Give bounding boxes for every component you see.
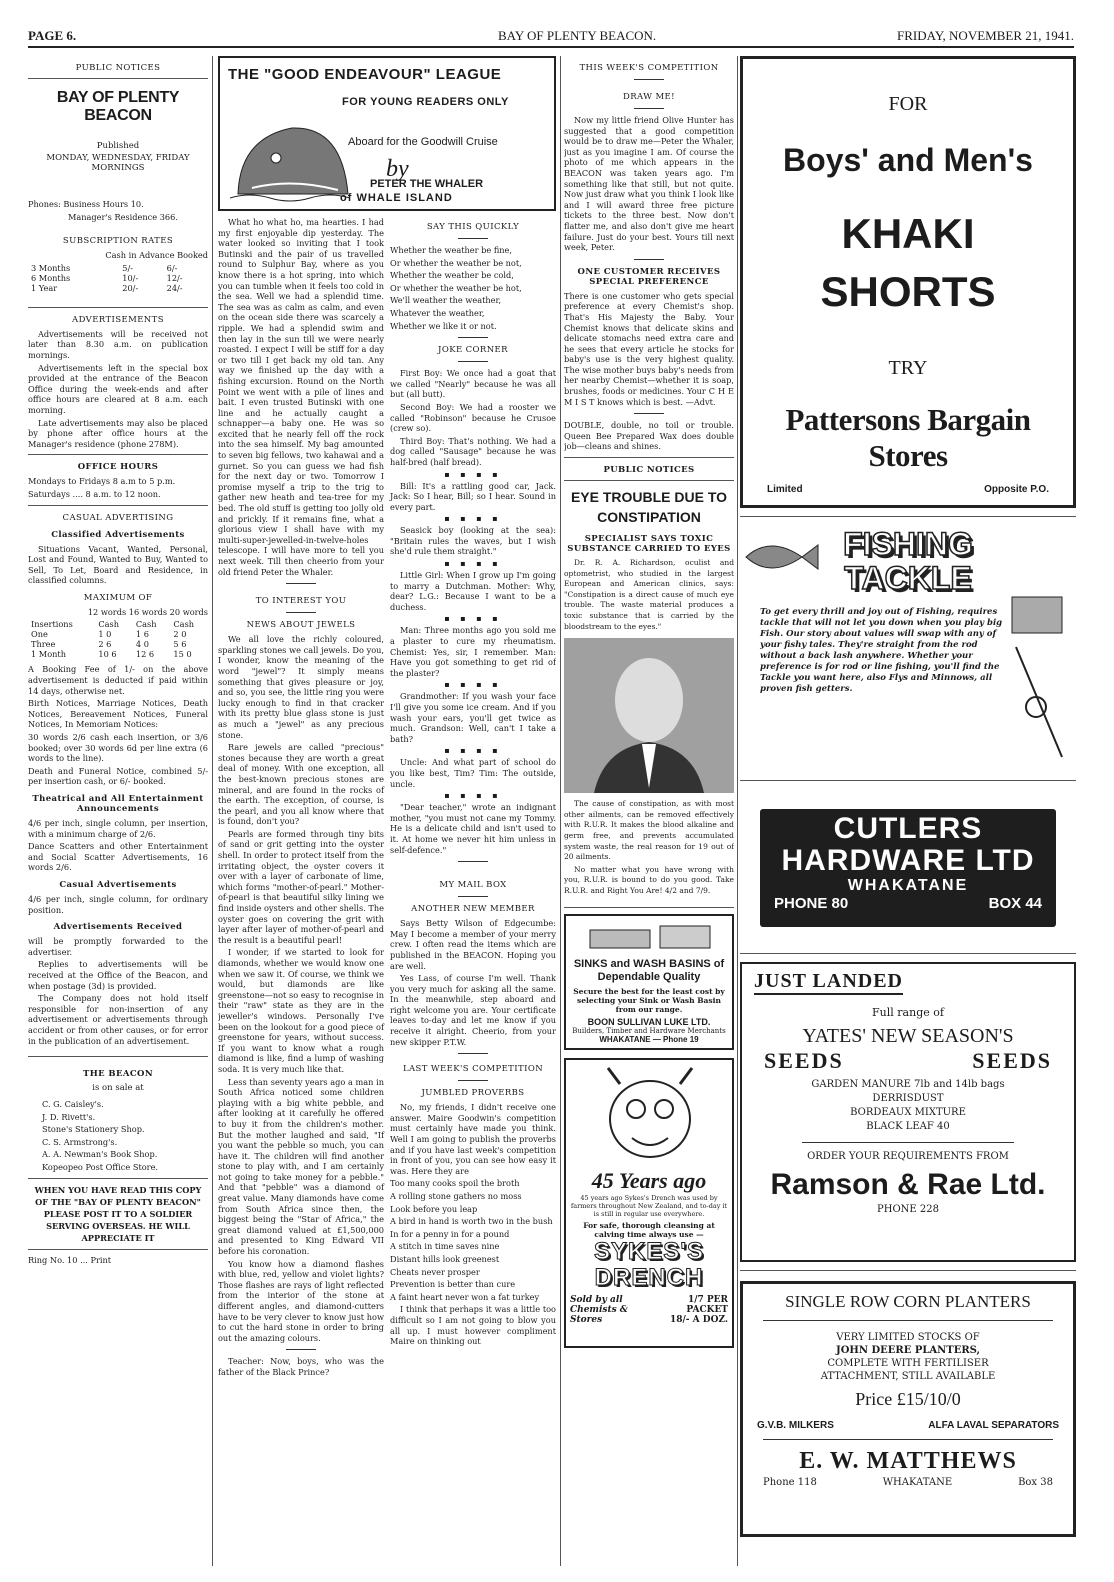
- table-row: Three 2 6 4 0 5 6: [31, 639, 187, 650]
- joke: Grandmother: If you wash your face I'll give you some ice cream. And if you wash your ears, you'll get twice as much. Grandson: Well, can't I take a bath?: [390, 691, 556, 744]
- paragraph: Says Betty Wilson of Edgecumbe: May I become a member of your merry crew. I often read the items which are published in the BEACON. Hoping you are well.: [390, 918, 556, 971]
- column-competition: [564, 56, 734, 1566]
- paper-name: BAY OF PLENTY BEACON.: [498, 28, 657, 43]
- paragraph: Saturdays .... 8 a.m. to 12 noon.: [28, 488, 161, 499]
- table-header: 12 words 16 words 20 words: [87, 606, 208, 617]
- table-row: 1 Month 10 6 12 6 15 0: [31, 649, 192, 660]
- joke: First Boy: We once had a goat that we called "Nearly" because he was all but (all butt).: [390, 368, 556, 400]
- draw-heading: DRAW ME!: [623, 92, 675, 102]
- column-rule: [212, 56, 213, 1566]
- paragraph: The Company does not hold itself responsible for non-insertion of any advertisement or advertisements through accident or from other causes, or for error in the publication of an advertisement.: [28, 993, 208, 1046]
- advert-text: PHONE 228: [877, 1204, 939, 1215]
- paragraph: Now my little friend Olive Hunter has suggested that a good competition would be to draw me—Peter the Whaler, just as you imagine I am. Of course the photo of me which appears in the BEACON was taken years ago. I'm something like that still, but not quite. Now just draw what you think I look like and I will award three free picture tickets to the three best. Now don't flatter me, and also don't give me heart failure. Just do your best. Yours till next week, Peter.: [564, 115, 734, 253]
- story-column: [218, 215, 384, 1380]
- advert-text: ALFA LAVAL SEPARATORS: [928, 1420, 1059, 1431]
- price: Price £15/10/0: [855, 1389, 961, 1409]
- joke: Bill: It's a rattling good car, Jack. Jack: So I hear, Bill; so I hear. Sound in every part.: [390, 480, 556, 512]
- sykes-price: 1/7 PER PACKET: [686, 1294, 728, 1315]
- column-rule: [560, 56, 561, 1566]
- advert-text: ORDER YOUR REQUIREMENTS FROM: [807, 1151, 1009, 1162]
- paragraph: is on sale at: [92, 1083, 144, 1094]
- column-public-notices: [28, 56, 208, 1566]
- paragraph: The cause of constipation, as with most other ailments, can be removed effectively with R.U.R. It makes the blood alkaline and germ free, and prevents accumulated system waste, the real reason for 19 out of 20 ailments.: [564, 799, 734, 862]
- last-week-heading: LAST WEEK'S COMPETITION: [402, 1064, 544, 1075]
- league-by: by: [386, 156, 409, 182]
- paragraph: will be promptly forwarded to the advertiser.: [28, 936, 208, 957]
- paragraph: Rare jewels are called "precious" stones because they are worth a great deal of money. With one exception, all the best-known precious stones are mineral, and are found in the rocks of the earth. The exception, of course, is the pearl, and you all know where that is found, don't you?: [218, 742, 384, 827]
- paragraph: 45 years ago Sykes's Drench was used by farmers throughout New Zealand, and to-day it is still in regular use everywhere.: [570, 1193, 728, 1218]
- subscription-heading: SUBSCRIPTION RATES: [62, 236, 174, 247]
- sykes-years: 45 Years ago: [591, 1167, 707, 1193]
- portrait-icon: [564, 638, 734, 793]
- advert-text: VERY LIMITED STOCKS OF: [836, 1332, 980, 1343]
- verse-line: Or whether the weather be hot,: [390, 282, 522, 293]
- notices-heading: PUBLIC NOTICES: [603, 465, 695, 476]
- table-row: 1 Year 20/- 24/-: [31, 282, 183, 293]
- fishing-advert: [740, 527, 1076, 775]
- issue-date: FRIDAY, NOVEMBER 21, 1941.: [897, 28, 1074, 43]
- advert-headline: Boys' and Men's: [783, 142, 1033, 178]
- verse-line: Whatever the weather,: [390, 307, 485, 318]
- publication-days: MONDAY, WEDNESDAY, FRIDAY MORNINGS: [46, 153, 190, 173]
- paragraph: 30 words 2/6 cash each insertion, or 3/6 booked; over 30 words 6d per line extra (6 words to the line).: [28, 732, 208, 764]
- member-heading: ANOTHER NEW MEMBER: [411, 904, 535, 915]
- sinks-advert: [564, 914, 734, 1050]
- published-label: Published: [96, 141, 140, 151]
- advert-text: Box 38: [1018, 1477, 1053, 1488]
- advert-text: FOR: [888, 93, 928, 115]
- proverb: Cheats never prosper: [390, 1266, 480, 1277]
- page-header: [28, 28, 1074, 48]
- beacon-heading: THE BEACON: [83, 1069, 153, 1080]
- seller: Kopeopeo Post Office Store.: [42, 1162, 159, 1173]
- sykes-price: 18/- A DOZ.: [670, 1314, 728, 1325]
- verse-line: Whether we like it or not.: [390, 320, 497, 331]
- league-banner: [218, 56, 556, 211]
- paragraph: Yes Lass, of course I'm well. Thank you very much for asking all the same. In the meanwhile, step aboard and right welcome you are. Your certificate leaves to-day and let me know if you receive it alright. Cheerio, from your new skipper P.T.W.: [390, 973, 556, 1047]
- firm-town: WHAKATANE — Phone 19: [599, 1034, 699, 1044]
- paragraph: Dr. R. A. Richardson, oculist and optometrist, who studied in the largest European and American clinics, says: "Constipation is a direct cause of much eye trouble. The waste material produces a toxic substance that is carried by the bloodstream to the eyes.": [564, 558, 734, 631]
- table-row: 6 Months 10/- 12/-: [31, 272, 183, 283]
- subheading: MAXIMUM OF: [83, 592, 153, 603]
- seed-item: DERRISDUST: [872, 1093, 944, 1104]
- proverb: Look before you leap: [390, 1203, 478, 1214]
- customer-heading: ONE CUSTOMER RECEIVES SPECIAL PREFERENCE: [577, 266, 721, 287]
- paragraph: I think that perhaps it was a little too difficult so I am not going to blow you all up. I must however compliment Maire on thinking out: [390, 1304, 556, 1347]
- advert-text: TRY: [888, 357, 928, 379]
- mail-heading: MY MAIL BOX: [439, 880, 507, 891]
- paragraph: Secure the best for the least cost by selecting your Sink or Wash Basin from our range.: [573, 986, 725, 1014]
- masthead: BAY OF PLENTY BEACON: [56, 89, 180, 124]
- league-title: THE "GOOD ENDEAVOUR" LEAGUE: [228, 66, 502, 83]
- advert-text: JOHN DEERE PLANTERS,: [835, 1345, 980, 1356]
- cutlers-advert: [760, 809, 1056, 927]
- column-young-readers: [218, 56, 556, 1566]
- paragraph: 4/6 per inch, single column, per insertion, with a minimum charge of 2/6.: [28, 818, 208, 839]
- joke: Little Girl: When I grow up I'm going to marry a Dutchman. Mother: Why, dear? L.G.: Because I want to be a duchess.: [390, 570, 556, 612]
- advert-text: Limited: [767, 484, 803, 495]
- fishing-tackle-icon: [1006, 587, 1072, 767]
- sykes-advert: [564, 1058, 734, 1348]
- say-quickly-heading: SAY THIS QUICKLY: [426, 222, 520, 232]
- paragraph: You know how a diamond flashes with blue, red, yellow and violet lights? Those flashes are rays of light reflected from the interior of the stone at different angles, and diamond-cutters have to be very clever to know just how to cut the hard stone in order to bring out the amazing colours.: [218, 1258, 384, 1343]
- subscription-header: Cash in Advance Booked: [105, 250, 208, 261]
- proverb: Prevention is better than cure: [390, 1279, 516, 1290]
- proverb: A faint heart never won a fat turkey: [390, 1291, 540, 1302]
- page-number: PAGE 6.: [28, 28, 77, 43]
- cutlers-town: WHAKATANE: [847, 877, 969, 894]
- paragraph: To get every thrill and joy out of Fishing, requires tackle that will not let you down when you play big Fish. Our story about values will swap with any of your fishy tales. They're straight from the rod without a back lash anywhere. Whether your preference is for rod or line fishing, you'll find the Tackle you want here, also Flys and Minnows, all proven fish getters.: [760, 607, 1003, 694]
- jewels-heading: NEWS ABOUT JEWELS: [246, 620, 356, 631]
- paragraph: I wonder, if we started to look for diamonds, whether we would know one when we saw it. Of course, we think we would, but diamonds are like greenstone—not so easy to recognise in their "raw" state as they are in the jeweller's windows. Personally I've been on the lookout for a good piece of greenstone for years, without success. If you want to know what a rough diamond is like, find a lump of washing soda. It is very much like that.: [218, 947, 384, 1074]
- paragraph: Death and Funeral Notice, combined 5/- per insertion cash, or 6/- booked.: [28, 765, 208, 787]
- proverb: In for a penny in for a pound: [390, 1228, 510, 1239]
- seed-item: BORDEAUX MIXTURE: [850, 1107, 966, 1118]
- sinks-title: SINKS and WASH BASINS of Dependable Quality: [573, 957, 725, 983]
- paragraph: A Booking Fee of 1/- on the above advertisement is deducted if paid within 14 days, otherwise net.: [28, 664, 208, 696]
- advert-text: Full range of: [872, 1006, 944, 1019]
- paragraph: Situations Vacant, Wanted, Personal, Lost and Found, Wanted to Buy, Wanted to Sell, To Let, Board and Residence, in classified columns.: [28, 543, 208, 586]
- office-hours-heading: OFFICE HOURS: [77, 462, 159, 473]
- seller: Stone's Stationery Shop.: [42, 1124, 145, 1135]
- specialist-heading: SPECIALIST SAYS TOXIC SUBSTANCE CARRIED TO EYES: [567, 534, 731, 555]
- paragraph: Advertisements left in the special box provided at the entrance of the Beacon Office during the week-ends and after office hours are cleared at 8 a.m. each morning.: [28, 362, 208, 415]
- cutlers-name: HARDWARE LTD: [781, 844, 1035, 877]
- league-subtitle: FOR YOUNG READERS ONLY: [342, 96, 509, 108]
- paragraph: There is one customer who gets special preference at every Chemist's shop. That's His Majesty the Baby. Your Chemist knows that delicate skins and delicate stomachs need extra care and he sees that every article he stocks for baby's use is the very highest quality. The wise mother buys baby's needs from her nearby Chemist—whether it is soap, brushes, foods or medicines. Your C H E M I S T knows which is best. —Advt.: [564, 290, 734, 407]
- footer: Ring No. 10 ... Print: [28, 1254, 112, 1265]
- advert-text: COMPLETE WITH FERTILISER ATTACHMENT, STILL AVAILABLE: [820, 1358, 996, 1382]
- advert-headline: SEEDS: [972, 1048, 1052, 1073]
- soldier-notice: WHEN YOU HAVE READ THIS COPY OF THE "BAY OF PLENTY BEACON" PLEASE POST IT TO A SOLDIER SERVING OVERSEAS. HE WILL APPRECIATE IT: [34, 1184, 202, 1243]
- seed-item: GARDEN MANURE 7lb and 14lb bags: [811, 1079, 1005, 1090]
- paragraph: Pearls are formed through tiny bits of sand or grit getting into the oyster shell. In order to protect itself from the irritating object, the oyster covers it over with a layer of carbonate of lime, which forms "mother-of-pearl." Mother-of-pearl is that beautiful silky lining we find inside oysters and other shells. The oyster goes on covering the grit with layer after layer of mother-of-pearl and the result is a beautiful pearl!: [218, 828, 384, 945]
- casual-heading: CASUAL ADVERTISING: [62, 512, 174, 523]
- joke: Second Boy: We had a rooster we called "Robinson" because he Crusoe (crew so).: [390, 401, 556, 434]
- league-author: PETER THE WHALER: [370, 178, 484, 190]
- verse-line: Whether the weather be cold,: [390, 270, 514, 281]
- paragraph: Replies to advertisements will be received at the Office of the Beacon, and when postage (3d) is provided.: [28, 959, 208, 991]
- paragraph: Mondays to Fridays 8 a.m to 5 p.m.: [28, 476, 176, 487]
- interest-heading: TO INTEREST YOU: [255, 596, 347, 607]
- paragraph: Late advertisements may also be placed by phone after office hours at the Manager's residence (phone 278M).: [28, 417, 208, 449]
- advert-text: Opposite P.O.: [984, 484, 1049, 495]
- joke: Man: Three months ago you sold me a plaster to cure my rheumatism. Chemist: Yes, sir, I remember. Man: Have you got something to get rid of the plaster?: [390, 625, 556, 678]
- joke: Uncle: And what part of school do you like best, Tim? Tim: The outside, uncle.: [390, 757, 556, 789]
- proverb: A bird in hand is worth two in the bush: [390, 1216, 553, 1227]
- league-columns: [218, 215, 556, 1380]
- table-row: Insertions Cash Cash Cash: [31, 619, 195, 630]
- advert-headline: KHAKI SHORTS: [820, 210, 996, 315]
- paragraph: No, my friends, I didn't receive one answer. Maire Goodwin's competition must certainly have made you think. Well I am going to publish the proverbs and if you have last week's competition in front of you, you can see how easy it was. Here they are: [390, 1102, 556, 1176]
- seeds-advert: [740, 962, 1076, 1262]
- paragraph: 4/6 per inch, single column, for ordinary position.: [28, 893, 208, 915]
- firm-subtitle: Builders, Timber and Hardware Merchants: [572, 1026, 726, 1035]
- story-text: What ho what ho, ma hearties. I had my first enjoyable dip yesterday. The water looked so inviting that I took Butinski and the pair of us travelled round to Sulphur Bay, where as you know there is a hot spring, into which you can tumble when it feels too cold in the sea. Well we had a splendid time. The sea was as calm as calm, and even on the ocean side there was scarcely a ripple. We had a splendid swim and then lay in the sun till we were nearly roasted. I expect I will be stiff for a day or two till I get back my old tan. Any way we finished up the day with a fishing excursion. Round on the North Point we went with a pile of lines and bait. I even trusted Butinski with one line and he actually caught a schnapper—a baby one. He was so excited that he nearly fell off the rock into the sea himself. My bag amounted to seven big fellows, two kahawai and a gurnet. So you can guess we had fish for the next day or two. Tomorrow I promise myself a trip to the trig to gather new heath and tea-tree for my bed. The old stuff is getting too jolly old and prickly. If it remains fine, what a glorious view I shall have with my multi-super-jewelled-in-twelve-holes telescope. I will have more to tell you next week. Till then cheerio from your old friend Peter the Whaler.: [218, 217, 384, 577]
- advert-text: Phone 118: [763, 1477, 817, 1488]
- just-landed: JUST LANDED: [754, 970, 903, 995]
- sink-icon: [570, 920, 730, 954]
- verse-line: We'll weather the weather,: [390, 295, 502, 306]
- seller: A. A. Newman's Book Shop.: [42, 1149, 158, 1160]
- advert-text: WHAKATANE: [882, 1477, 953, 1488]
- rates-table: [28, 619, 208, 659]
- section-heading: PUBLIC NOTICES: [75, 63, 161, 73]
- advert-text: G.V.B. MILKERS: [757, 1420, 834, 1431]
- joke-heading: JOKE CORNER: [438, 345, 508, 356]
- fish-icon: [740, 527, 820, 587]
- table-row: One 1 0 1 6 2 0: [31, 629, 187, 640]
- sykes-sold: Sold by all Chemists & Stores: [570, 1294, 628, 1325]
- paragraph: Birth Notices, Marriage Notices, Death Notices, Bereavement Notices, Funeral Notices, In Memoriam Notices:: [28, 698, 208, 730]
- corner-column: SAY THIS QUICKLY Whether the weather be fine, Or whether the weather be not, Whether the weather be cold, Or whether the weather be hot, We'll weather the weather, Whatever the weather, Whether we like it or not. JOKE CORNER First Boy: We once had a goat that we called "Nearly" because he was all but (all butt). Second Boy: We had a rooster we called "Robinson" because he Crusoe (crew so). Third Boy: That's nothing. We had a dog called "Sausage" because he was half-bred (half bread). ▪ ▪ ▪ ▪ Bill: It's a rattling good car, Jack. Jack: So I hear, Bill; so I hear. Sound in every part. ▪ ▪ ▪ ▪ Seasick boy (looking at the sea): "Britain rules the waves, but I wish she'd rule them straight." ▪ ▪ ▪ ▪ Little Girl: When I grow up I'm going to marry a Dutchman. Mother: Why, dear? L.G.: Because I want to be a duchess. ▪ ▪ ▪ ▪ Man: Three months ago you sold me a plaster to cure my rheumatism. Chemist: Yes, sir, I remember. Man: Have you got something to get rid of the plaster? ▪ ▪ ▪ ▪ Grandmother: If you wash your face I'll give you some ice cream. And if you wash your ears, you'll get twice as much. Grandson: Well, can't I take a bath? ▪ ▪ ▪ ▪ Uncle: And what part of school do you like best, Tim? Tim: The outside, uncle. ▪ ▪ ▪ ▪ "Dear teacher," wrote an indignant mother, "you must not cane my Tommy. He is a delicate child and isn't used to it. At home we never hit him unless in self-defence." MY MAIL BOX ANOTHER NEW MEMBER Says Betty Wilson of Edgecumbe: May I become a member of your merry crew. I often read the items which are published in the BEACON. Hoping you are well. Yes Lass, of course I'm well. Thank you very much for asking all the same. In the meanwhile, step aboard and right welcome you are. Your certificate leaves to-day and let me know if you receive it alright. Cheerio, from your new skipper P.T.W. LAST WEEK'S COMPETITION JUMBLED PROVERBS No, my friends, I didn't receive one answer. Maire Goodwin's competition must certainly have made you think. Well I am going to publish the proverbs and if you have last week's competition in front of you, you can see how easy it was. Here they are Too many cooks spoil the broth A rolling stone gathers no moss Look before you leap A bird in hand is worth two in the bush In for a penny in for a pound A stitch in time saves nine Distant hills look greenest Cheats never prosper Prevention is better than cure A faint heart never won a fat turkey I think that perhaps it was a little too difficult so I am not going to blow you all up. I must however compliment Maire on thinking out: [390, 222, 556, 1347]
- joke: Seasick boy (looking at the sea): "Britain rules the waves, but I wish she'd rule them straight.": [390, 525, 556, 557]
- subheading: Casual Advertisements: [59, 879, 177, 890]
- planters-advert: [740, 1281, 1076, 1537]
- firm-name: BOON SULLIVAN LUKE LTD.: [587, 1016, 711, 1027]
- paragraph: No matter what you have wrong with you, R.U.R. is bound to do you good. Take R.U.R. and Right You Are! 4/2 and 7/9.: [564, 864, 734, 895]
- verse-line: Whether the weather be fine,: [390, 245, 513, 255]
- competition-heading: THIS WEEK'S COMPETITION: [579, 63, 719, 73]
- seller: C. G. Caisley's.: [42, 1099, 104, 1110]
- whale-icon: [230, 98, 360, 203]
- advert-headline: SINGLE ROW CORN PLANTERS: [785, 1292, 1031, 1311]
- seller: J. D. Rivett's.: [42, 1111, 96, 1122]
- proverb: A stitch in time saves nine: [390, 1241, 500, 1252]
- store-name: E. W. MATTHEWS: [799, 1448, 1017, 1474]
- league-cruise: Aboard for the Goodwill Cruise: [348, 136, 498, 148]
- cutlers-name: CUTLERS: [833, 812, 983, 845]
- doctor-portrait: [564, 638, 734, 793]
- advert-headline: YATES' NEW SEASON'S: [802, 1025, 1014, 1047]
- paragraph: We all love the richly coloured, sparkling stones we call jewels. Do you, I wonder, know the meaning of the word "jewel"? It simply means something that gives pleasure or joy, and so, you see, the little ring you were lucky enough to find in that cracker with its pretty blue glass stone is just as much a "jewel" as any precious stone.: [218, 634, 384, 740]
- paragraph: Teacher: Now, boys, who was the father of the Black Prince?: [218, 1356, 384, 1377]
- league-island: of WHALE ISLAND: [340, 192, 453, 204]
- joke: "Dear teacher," wrote an indignant mother, "you must not cane my Tommy. He is a delicate child and isn't used to it. At home we never hit him unless in self-defence.": [390, 802, 556, 855]
- store-name: Ramson & Rae Ltd.: [770, 1168, 1046, 1201]
- subheading: Classified Advertisements: [51, 529, 185, 540]
- table-row: 3 Months 5/- 6/-: [31, 262, 178, 273]
- advertisements-heading: ADVERTISEMENTS: [72, 314, 164, 325]
- paragraph: Less than seventy years ago a man in South Africa noticed some children playing with a big white pebble, and after looking at it carefully he offered to buy it from the children's mother. But the mother laughed and said, "If you want the pebble so much, you can have it. The children will find another stone to play with, and I am certainly not going to take money for a pebble." And that "pebble" was a diamond of great value. Many diamonds have come from South Africa since then, the biggest being the "Star of Africa," the great diamond valued at £1,500,000 and presented to King Edward VII before his coronation.: [218, 1076, 384, 1257]
- paragraph: Dance Scatters and other Entertainment and Social Scatter Advertisements, 16 words 2/6.: [28, 841, 208, 873]
- joke: Third Boy: That's nothing. We had a dog called "Sausage" because he was half-bred (half bread).: [390, 435, 556, 467]
- paragraph: For safe, thorough cleansing at calving time always use —: [583, 1220, 715, 1239]
- proverb: Distant hills look greenest: [390, 1253, 500, 1264]
- paragraph: Advertisements will be received not later than 8.30 a.m. on publication mornings.: [28, 328, 208, 360]
- paragraph: DOUBLE, double, no toil or trouble. Queen Bee Prepared Wax does double job—cleans and shines.: [564, 420, 734, 452]
- cutlers-phone: PHONE 80: [774, 895, 849, 912]
- seed-item: BLACK LEAF 40: [866, 1121, 950, 1132]
- store-name: Pattersons Bargain Stores: [785, 402, 1031, 473]
- column-rule: [737, 56, 738, 1566]
- sykes-name: SYKES'S DRENCH: [593, 1237, 705, 1291]
- subheading: Theatrical and All Entertainment Announcements: [32, 794, 204, 814]
- phones: Phones: Business Hours 10.: [28, 199, 144, 209]
- advert-headline: SEEDS: [764, 1048, 844, 1073]
- cutlers-box: BOX 44: [988, 895, 1042, 912]
- eye-headline: EYE TROUBLE DUE TO CONSTIPATION: [570, 489, 728, 526]
- verse-line: Or whether the weather be not,: [390, 257, 522, 268]
- residence-phone: Manager's Residence 366.: [68, 211, 178, 222]
- fishing-title: FISHING TACKLE: [843, 526, 973, 596]
- proverb: A rolling stone gathers no moss: [390, 1191, 522, 1201]
- seller: C. S. Armstrong's.: [42, 1136, 118, 1147]
- subscription-table: [28, 263, 208, 293]
- column-advertisements: [740, 56, 1076, 1566]
- subheading: Advertisements Received: [53, 922, 183, 933]
- proverb: Too many cooks spoil the broth: [390, 1178, 520, 1189]
- cow-icon: [570, 1064, 728, 1164]
- jumbled-heading: JUMBLED PROVERBS: [421, 1088, 525, 1099]
- khaki-shorts-advert: [740, 56, 1076, 508]
